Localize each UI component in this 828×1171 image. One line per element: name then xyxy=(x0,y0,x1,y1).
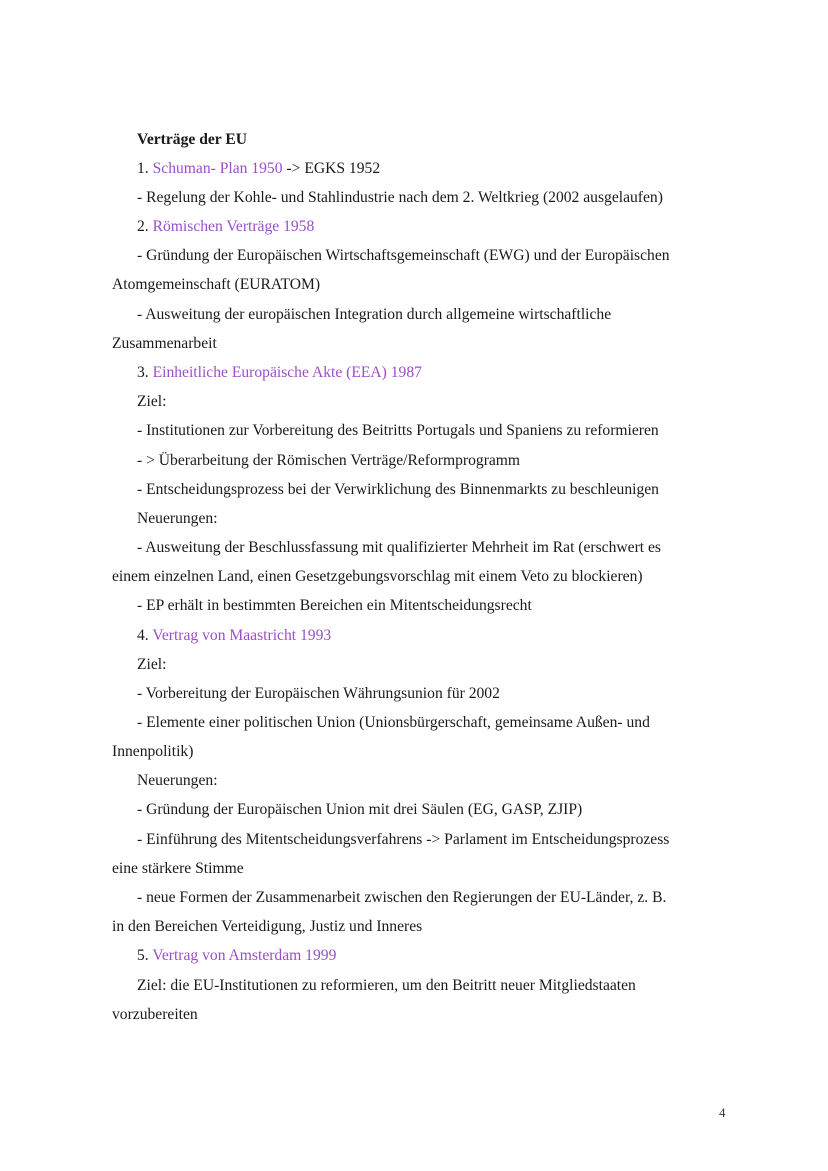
text-line: Atomgemeinschaft (EURATOM) xyxy=(112,276,321,293)
highlighted-treaty: Einheitliche Europäische Akte (EEA) 1987 xyxy=(152,364,422,381)
text-line: - Gründung der Europäischen Union mit drei Säulen (EG, GASP, ZJIP) xyxy=(137,801,583,818)
section-heading-4 xyxy=(137,626,331,646)
text-line: - Ausweitung der europäischen Integration durch allgemeine wirtschaftliche xyxy=(137,306,612,323)
line-prefix: 5. xyxy=(137,947,153,964)
section-heading-2 xyxy=(137,217,314,237)
text-line: Ziel: xyxy=(137,656,167,673)
highlighted-treaty: Römischen Verträge 1958 xyxy=(152,218,315,235)
line-prefix: 3. xyxy=(137,364,153,381)
highlighted-treaty: Vertrag von Amsterdam 1999 xyxy=(152,947,337,964)
text-line: eine stärkere Stimme xyxy=(112,860,244,877)
text-line: einem einzelnen Land, einen Gesetzgebungsvorschlag mit einem Veto zu blockieren) xyxy=(112,568,643,585)
highlighted-treaty: Vertrag von Maastricht 1993 xyxy=(152,627,332,644)
text-line: Neuerungen: xyxy=(137,510,218,527)
text-line: Neuerungen: xyxy=(137,772,218,789)
text-line: - Gründung der Europäischen Wirtschaftsgemeinschaft (EWG) und der Europäischen xyxy=(137,247,670,264)
text-line: - > Überarbeitung der Römischen Verträge/Reformprogramm xyxy=(137,452,521,469)
text-line: - Einführung des Mitentscheidungsverfahrens -> Parlament im Entscheidungsprozess xyxy=(137,831,670,848)
highlighted-treaty: Schuman- Plan 1950 xyxy=(152,160,283,177)
text-line: - neue Formen der Zusammenarbeit zwischen den Regierungen der EU-Länder, z. B. xyxy=(137,889,667,906)
section-heading-5 xyxy=(137,946,336,966)
text-line: Ziel: die EU-Institutionen zu reformieren, um den Beitritt neuer Mitgliedstaaten xyxy=(137,977,636,994)
text-line: - EP erhält in bestimmten Bereichen ein Mitentscheidungsrecht xyxy=(137,597,532,614)
section-heading-3 xyxy=(137,363,422,383)
section-heading-1 xyxy=(137,159,380,179)
page-number: 4 xyxy=(719,1105,726,1120)
text-line: Ziel: xyxy=(137,393,167,410)
line-prefix: 2. xyxy=(137,218,153,235)
document-title: Verträge der EU xyxy=(137,131,247,148)
text-line: - Institutionen zur Vorbereitung des Beitritts Portugals und Spaniens zu reformieren xyxy=(137,422,659,439)
line-suffix: -> EGKS 1952 xyxy=(282,160,381,177)
text-line: Innenpolitik) xyxy=(112,743,194,760)
text-line: - Ausweitung der Beschlussfassung mit qualifizierter Mehrheit im Rat (erschwert es xyxy=(137,539,661,556)
text-line: in den Bereichen Verteidigung, Justiz und Inneres xyxy=(112,918,423,935)
text-line: vorzubereiten xyxy=(112,1006,198,1023)
line-prefix: 4. xyxy=(137,627,153,644)
text-line: - Vorbereitung der Europäischen Währungsunion für 2002 xyxy=(137,685,500,702)
text-line: Zusammenarbeit xyxy=(112,335,217,352)
line-prefix: 1. xyxy=(137,160,153,177)
text-line: - Elemente einer politischen Union (Unionsbürgerschaft, gemeinsame Außen- und xyxy=(137,714,650,731)
text-line: - Entscheidungsprozess bei der Verwirklichung des Binnenmarkts zu beschleunigen xyxy=(137,481,659,498)
text-line: - Regelung der Kohle- und Stahlindustrie nach dem 2. Weltkrieg (2002 ausgelaufen) xyxy=(137,189,663,206)
